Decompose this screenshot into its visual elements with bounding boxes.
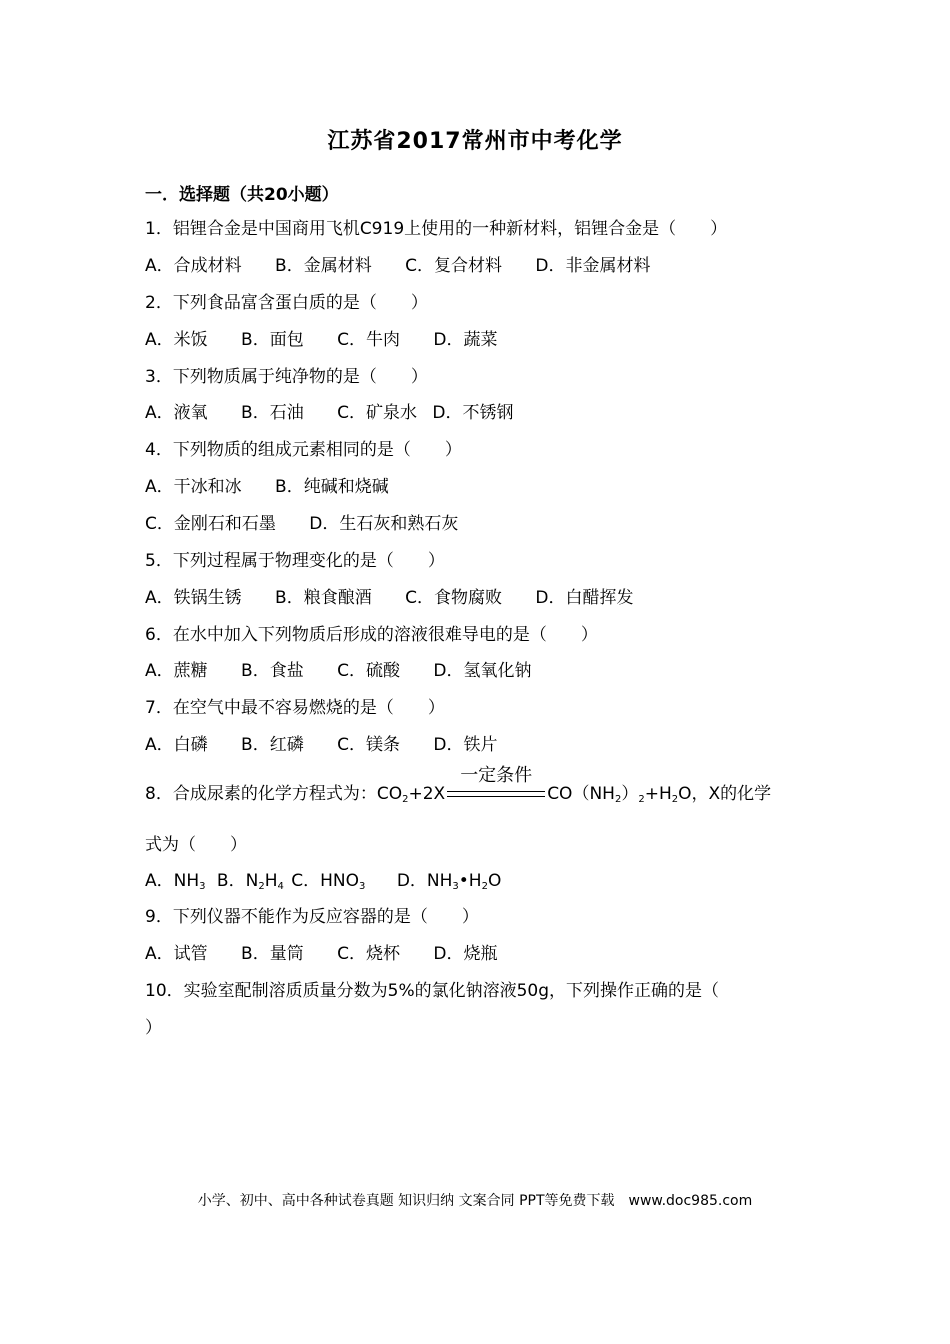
equation-products: $CO(NH_2)_2+H_2O$ (547, 784, 692, 805)
option-c: C．金刚石和石墨 (145, 514, 276, 534)
option-b: B．食盐 (241, 661, 304, 681)
option-a: A．干冰和冰 (145, 477, 242, 497)
option-d: D．生石灰和熟石灰 (309, 514, 459, 534)
option-c: C．$HNO_3$ (291, 871, 366, 892)
question-8-stem (145, 765, 772, 805)
question-7-options (145, 734, 498, 756)
page-title: 江苏省2017常州市中考化学 (327, 129, 623, 154)
option-d: D．铁片 (433, 735, 498, 755)
question-8-suffix: ，X的化学 (691, 784, 772, 804)
equation-reactants: $CO_2+2X$ (376, 784, 446, 805)
option-a: A．铁锅生锈 (145, 588, 242, 608)
option-d: D．不锈钢 (432, 403, 514, 423)
question-5-stem: 5．下列过程属于物理变化的是（ ） (145, 551, 445, 571)
option-a: A．合成材料 (145, 256, 242, 276)
option-c: C．复合材料 (405, 256, 502, 276)
option-d: D．烧瓶 (433, 944, 498, 964)
option-c: C．矿泉水 (337, 403, 417, 423)
question-3-options (145, 402, 514, 424)
question-4-options-row2 (145, 513, 458, 535)
section-heading: 一．选择题（共20小题） (145, 185, 339, 205)
question-6-stem: 6．在水中加入下列物质后形成的溶液很难导电的是（ ） (145, 625, 598, 645)
question-10-stem-continued: ） (145, 1018, 162, 1038)
option-b: B．面包 (241, 330, 304, 350)
question-1-options (145, 255, 651, 277)
question-2-options (145, 329, 498, 351)
option-a: A．米饭 (145, 330, 208, 350)
reaction-condition-label: 一定条件 (460, 765, 533, 786)
question-9-stem: 9．下列仪器不能作为反应容器的是（ ） (145, 907, 479, 927)
option-d: D．白醋挥发 (535, 588, 634, 608)
question-4-options-row1 (145, 476, 389, 498)
question-2-stem: 2．下列食品富含蛋白质的是（ ） (145, 293, 428, 313)
option-d: D．氢氧化钠 (433, 661, 532, 681)
footer-text: 小学、初中、高中各种试卷真题 知识归纳 文案合同 PPT等免费下载 www.doc985.com (197, 1193, 753, 1209)
option-b: B．纯碱和烧碱 (275, 477, 389, 497)
option-b: B．金属材料 (275, 256, 372, 276)
question-1-stem: 1．铝锂合金是中国商用飞机C919上使用的一种新材料，铝锂合金是（ ） (145, 219, 728, 239)
option-c: C．烧杯 (337, 944, 400, 964)
equals-bar-top (447, 791, 545, 792)
option-c: C．食物腐败 (405, 588, 502, 608)
option-d: D．$NH_3•H_2O$ (396, 871, 502, 892)
option-a: A．白磷 (145, 735, 208, 755)
option-b: B．粮食酿酒 (275, 588, 372, 608)
question-8-stem-continued: 式为（ ） (145, 835, 247, 855)
option-c: C．硫酸 (337, 661, 400, 681)
option-b: B．石油 (241, 403, 304, 423)
option-a: A．$NH_3$ (145, 871, 206, 892)
equals-bar-bottom (447, 796, 545, 797)
question-10-stem: 10．实验室配制溶质质量分数为5%的氯化钠溶液50g，下列操作正确的是（ (145, 981, 720, 1001)
question-3-stem: 3．下列物质属于纯净物的是（ ） (145, 367, 428, 387)
option-d: D．非金属材料 (535, 256, 651, 276)
option-c: C．牛肉 (337, 330, 400, 350)
option-c: C．镁条 (337, 735, 400, 755)
option-a: A．液氧 (145, 403, 208, 423)
option-d: D．蔬菜 (433, 330, 498, 350)
question-9-options (145, 943, 498, 965)
question-7-stem: 7．在空气中最不容易燃烧的是（ ） (145, 698, 445, 718)
question-5-options (145, 587, 634, 609)
option-b: B．红磷 (241, 735, 304, 755)
question-8-options (145, 870, 501, 892)
option-a: A．试管 (145, 944, 208, 964)
question-4-stem: 4．下列物质的组成元素相同的是（ ） (145, 440, 462, 460)
question-6-options (145, 660, 532, 682)
option-b: B．$N_2H_4$ (216, 871, 284, 892)
question-8-prefix: 8．合成尿素的化学方程式为： (145, 784, 377, 804)
option-b: B．量筒 (241, 944, 304, 964)
reaction-condition-arrow (445, 765, 547, 805)
option-a: A．蔗糖 (145, 661, 208, 681)
